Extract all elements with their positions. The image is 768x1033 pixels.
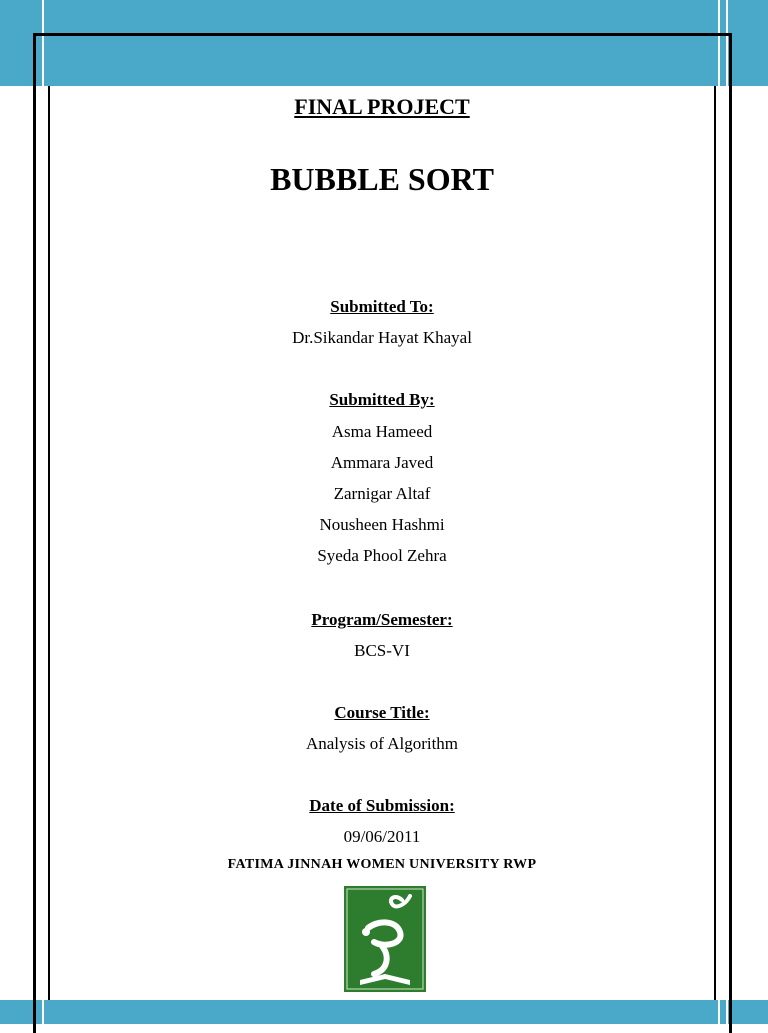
course-heading: Course Title: <box>334 703 430 722</box>
member-name: Asma Hameed <box>331 422 433 441</box>
date-value: 09/06/2011 <box>343 827 421 846</box>
submitted-by-heading: Submitted By: <box>329 390 435 409</box>
member-name: Nousheen Hashmi <box>319 515 445 534</box>
logo-dot <box>362 928 370 936</box>
program-value: BCS-VI <box>354 641 410 660</box>
course-value: Analysis of Algorithm <box>305 734 459 753</box>
submitted-to-heading: Submitted To: <box>330 297 434 316</box>
university-logo <box>344 886 426 992</box>
member-name: Syeda Phool Zehra <box>317 546 447 565</box>
logo-emblem-icon <box>344 886 426 992</box>
program-heading: Program/Semester: <box>311 610 453 629</box>
university-name: FATIMA JINNAH WOMEN UNIVERSITY RWP <box>227 857 537 872</box>
border-line <box>714 86 716 1000</box>
member-name: Zarnigar Altaf <box>333 484 431 503</box>
submitted-to-name: Dr.Sikandar Hayat Khayal <box>292 328 472 347</box>
document-title: BUBBLE SORT <box>270 161 494 197</box>
project-label: FINAL PROJECT <box>294 94 470 119</box>
member-name: Ammara Javed <box>330 453 434 472</box>
date-heading: Date of Submission: <box>309 796 455 815</box>
